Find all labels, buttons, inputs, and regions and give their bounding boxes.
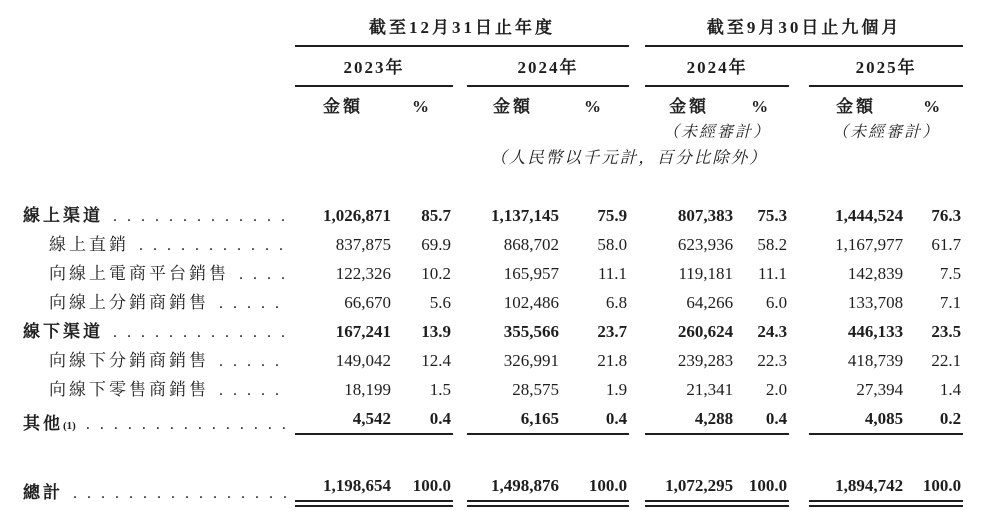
percent-cell: 7.1 [939, 292, 962, 312]
row-label-cell [23, 342, 295, 371]
column-spacer [453, 255, 467, 284]
table-row [23, 284, 963, 313]
amount-cell: 18,199 [344, 379, 391, 399]
amount-cell: 1,072,295 [645, 462, 733, 504]
row-label: 向線上分銷商銷售 [49, 292, 209, 312]
table-row [23, 313, 963, 342]
column-spacer [629, 400, 645, 434]
percent-cell: 75.3 [757, 205, 788, 225]
column-spacer [453, 313, 467, 342]
column-spacer [789, 197, 809, 226]
column-spacer [789, 117, 809, 142]
table-row [23, 226, 963, 255]
row-label: 向線上電商平台銷售 [49, 263, 229, 283]
amount-cell: 165,957 [503, 263, 559, 283]
period-group-nine-month: 截至9月30日止九個月 [645, 14, 963, 46]
percent-cell: 61.7 [931, 234, 962, 254]
column-spacer [629, 117, 645, 142]
percent-cell: 13.9 [421, 321, 451, 341]
amount-cell: 27,394 [856, 379, 904, 399]
label-column-spacer [23, 86, 295, 117]
label-column-spacer [23, 14, 295, 46]
amount-cell: 4,288 [645, 400, 733, 434]
amount-cell: 1,137,145 [491, 205, 559, 225]
amount-column-header: 金額 [669, 96, 710, 116]
amount-cell: 149,042 [335, 350, 391, 370]
column-spacer [629, 342, 645, 371]
row-label: 向線下零售商銷售 [49, 379, 209, 399]
units-note-row [23, 142, 963, 170]
percent-cell: 76.3 [931, 205, 962, 225]
percent-column-header: % [923, 96, 944, 116]
percent-cell: 100.0 [903, 462, 963, 504]
column-spacer [453, 226, 467, 255]
dot-leader [239, 264, 287, 284]
percent-cell: 5.6 [429, 292, 451, 312]
amount-cell: 623,936 [677, 234, 734, 254]
row-label-cell [23, 255, 295, 284]
amount-cell: 326,991 [503, 350, 559, 370]
total-row [23, 462, 963, 504]
percent-cell: 1.5 [429, 379, 451, 399]
table-row [23, 197, 963, 226]
percent-cell: 0.4 [391, 400, 453, 434]
row-label-cell [23, 284, 295, 313]
percent-cell: 1.9 [605, 379, 628, 399]
column-spacer [453, 284, 467, 313]
amount-column-header: 金額 [836, 96, 877, 116]
amount-cell: 1,444,524 [835, 205, 904, 225]
percent-cell: 6.8 [605, 292, 628, 312]
column-spacer [453, 371, 467, 400]
percent-cell: 10.2 [421, 263, 451, 283]
amount-column-header: 金額 [323, 96, 363, 116]
percent-cell: 2.0 [765, 379, 788, 399]
revenue-by-channel-table [23, 14, 963, 507]
column-spacer [789, 371, 809, 400]
unaudited-label-2025: （未經審計） [832, 124, 941, 142]
percent-column-header: % [584, 96, 605, 116]
percent-cell: 11.1 [597, 263, 628, 283]
percent-cell: 12.4 [421, 350, 451, 370]
column-spacer [789, 226, 809, 255]
row-label-cell [23, 313, 295, 342]
column-spacer [789, 313, 809, 342]
amount-cell: 66,670 [344, 292, 391, 312]
dot-leader [219, 380, 287, 400]
column-spacer [629, 86, 645, 117]
year-header-2025: 2025年 [809, 46, 963, 85]
percent-cell: 22.1 [931, 350, 962, 370]
percent-cell: 21.8 [597, 350, 628, 370]
table-row [23, 255, 963, 284]
column-spacer [453, 342, 467, 371]
amount-cell: 355,566 [503, 321, 559, 341]
label-column-spacer [23, 46, 295, 85]
percent-cell: 1.4 [939, 379, 962, 399]
amount-cell: 4,085 [809, 400, 903, 434]
row-label: 總計 [23, 483, 63, 503]
amount-cell: 1,167,977 [835, 234, 904, 254]
amount-cell: 64,266 [686, 292, 734, 312]
column-spacer [789, 46, 809, 85]
amount-cell: 260,624 [677, 321, 734, 341]
row-label: 線上渠道 [23, 205, 103, 225]
amount-cell: 4,542 [295, 400, 391, 434]
table-row [23, 342, 963, 371]
period-group-annual: 截至12月31日止年度 [295, 14, 629, 46]
column-spacer [789, 284, 809, 313]
column-spacer [789, 400, 809, 434]
spacer-row [23, 170, 963, 197]
year-header-2024: 2024年 [467, 46, 629, 85]
amount-column-header: 金額 [493, 96, 533, 116]
percent-cell: 24.3 [757, 321, 788, 341]
row-label: 線上直銷 [49, 234, 129, 254]
percent-column-header: % [412, 96, 432, 116]
label-column-spacer [23, 142, 295, 170]
percent-column-header: % [751, 96, 772, 116]
column-spacer [789, 462, 809, 504]
column-spacer [453, 117, 467, 142]
amount-cell: 167,241 [335, 321, 391, 341]
percent-cell: 100.0 [559, 462, 629, 504]
column-spacer [629, 226, 645, 255]
row-label-cell [23, 371, 295, 400]
column-spacer [453, 197, 467, 226]
amount-cell: 28,575 [512, 379, 559, 399]
column-spacer [629, 255, 645, 284]
table-row [23, 400, 963, 434]
column-spacer [453, 86, 467, 117]
amount-cell: 1,198,654 [295, 462, 391, 504]
amount-cell: 142,839 [847, 263, 904, 283]
percent-cell: 75.9 [597, 205, 628, 225]
dot-leader [86, 414, 287, 434]
amount-cell: 807,383 [677, 205, 734, 225]
units-note: （人民幣以千元計，百分比除外） [490, 148, 768, 168]
column-spacer [629, 46, 645, 85]
percent-cell: 6.0 [765, 292, 788, 312]
percent-cell: 100.0 [733, 462, 789, 504]
row-label-cell [23, 462, 295, 504]
period-group-header-row [23, 14, 963, 46]
dot-leader [219, 351, 287, 371]
column-spacer [453, 400, 467, 434]
empty-cell [295, 117, 453, 142]
column-spacer [453, 46, 467, 85]
year-header-2023: 2023年 [295, 46, 453, 85]
dot-leader [139, 235, 287, 255]
year-header-2024-nine-month: 2024年 [645, 46, 789, 85]
amount-cell: 418,739 [847, 350, 904, 370]
column-spacer [629, 371, 645, 400]
percent-cell: 0.2 [903, 400, 963, 434]
row-label: 向線下分銷商銷售 [49, 350, 209, 370]
amount-cell: 868,702 [503, 234, 559, 254]
amount-cell: 1,498,876 [467, 462, 559, 504]
label-column-spacer [23, 117, 295, 142]
percent-cell: 0.4 [559, 400, 629, 434]
column-spacer [629, 197, 645, 226]
column-spacer [789, 255, 809, 284]
amount-cell: 6,165 [467, 400, 559, 434]
table-row [23, 371, 963, 400]
percent-cell: 58.0 [597, 234, 628, 254]
percent-cell: 11.1 [757, 263, 788, 283]
amount-cell: 133,708 [847, 292, 904, 312]
percent-cell: 69.9 [421, 234, 451, 254]
dot-leader [113, 322, 287, 342]
column-spacer [629, 284, 645, 313]
row-label-cell: 其他 (1) . . . [23, 400, 295, 434]
percent-cell: 58.2 [757, 234, 788, 254]
amount-cell: 239,283 [677, 350, 734, 370]
amount-cell: 837,875 [335, 234, 391, 254]
amount-cell: 21,341 [686, 379, 734, 399]
amount-cell: 122,326 [335, 263, 391, 283]
percent-cell: 85.7 [421, 205, 451, 225]
amount-cell: 1,894,742 [809, 462, 903, 504]
amount-cell: 119,181 [678, 263, 734, 283]
percent-cell: 22.3 [757, 350, 788, 370]
column-header-row [23, 86, 963, 117]
column-spacer [789, 342, 809, 371]
dot-leader [73, 483, 287, 503]
column-spacer [789, 86, 809, 117]
percent-cell: 0.4 [733, 400, 789, 434]
unaudited-label-2024: （未經審計） [663, 124, 772, 142]
dot-leader [113, 206, 287, 226]
amount-cell: 1,026,871 [323, 205, 391, 225]
percent-cell: 23.5 [931, 321, 962, 341]
amount-cell: 446,133 [847, 321, 904, 341]
row-label: 其他 [23, 413, 63, 433]
amount-cell: 102,486 [503, 292, 559, 312]
column-spacer [629, 462, 645, 504]
empty-cell [467, 117, 629, 142]
percent-cell: 23.7 [597, 321, 628, 341]
column-spacer [629, 14, 645, 46]
year-header-row [23, 46, 963, 85]
column-spacer [629, 313, 645, 342]
percent-cell: 100.0 [391, 462, 453, 504]
row-label-cell [23, 197, 295, 226]
row-label: 線下渠道 [23, 321, 103, 341]
percent-cell: 7.5 [939, 263, 962, 283]
unaudited-row [23, 117, 963, 142]
column-spacer [453, 462, 467, 504]
dot-leader [219, 293, 287, 313]
row-label-cell [23, 226, 295, 255]
spacer-row [23, 434, 963, 462]
